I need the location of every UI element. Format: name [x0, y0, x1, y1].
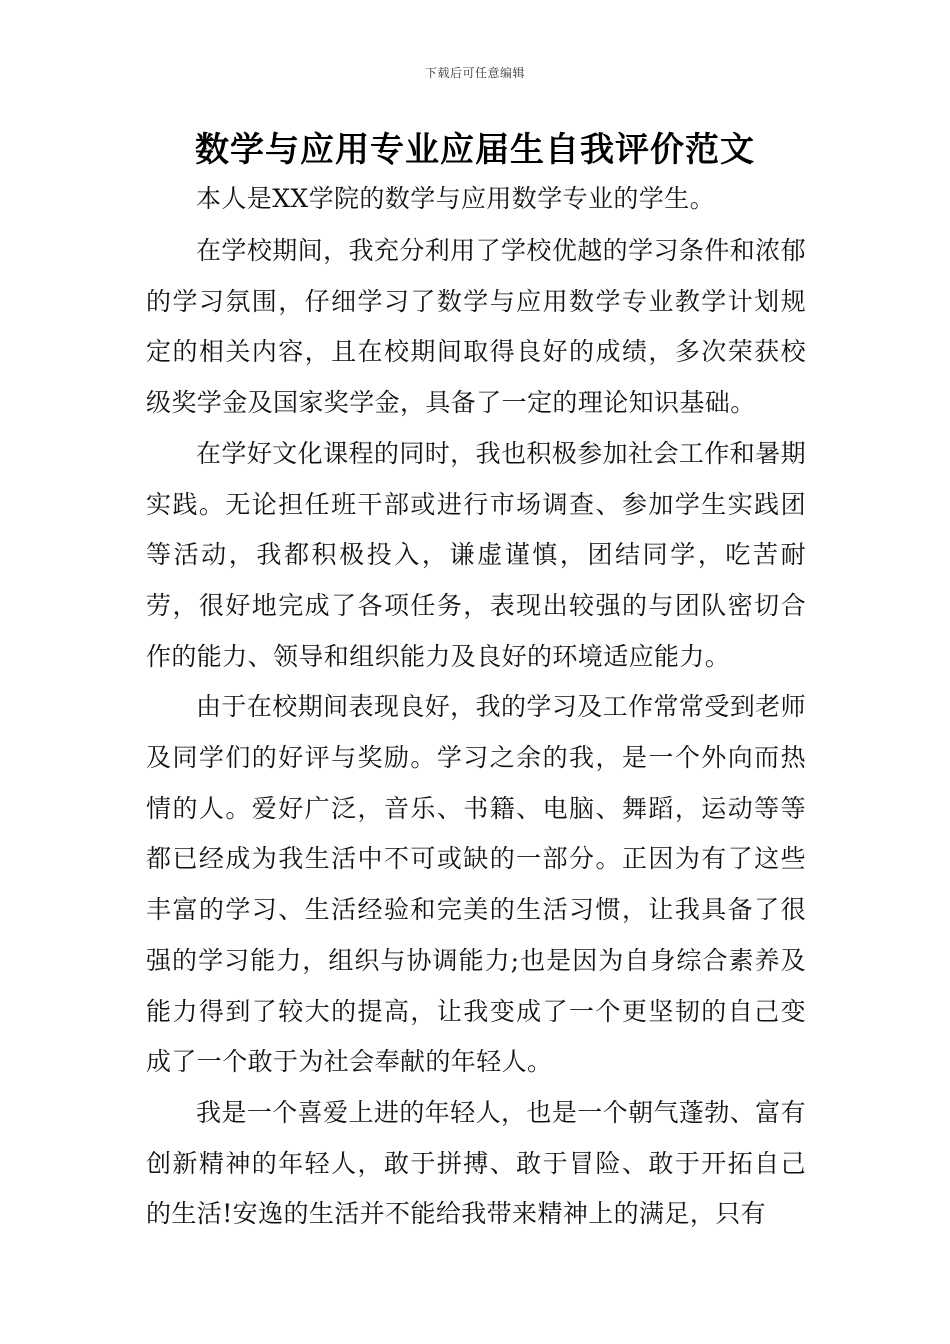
header-note: 下载后可任意编辑 — [424, 66, 525, 80]
paragraph-intro: 本人是XX学院的数学与应用数学专业的学生。 — [196, 184, 715, 213]
document-body — [146, 176, 806, 1240]
page-title: 数学与应用专业应届生自我评价范文 — [195, 130, 755, 170]
paragraph-ambition: 我是一个喜爱上进的年轻人，也是一个朝气蓬勃、富有创新精神的年轻人，敢于拼搏、敢于冒险、敢于开拓自己的生活!安逸的生活并不能给我带来精神上的满足，只有 — [146, 1097, 806, 1229]
paragraph-practice: 在学好文化课程的同时，我也积极参加社会工作和暑期实践。无论担任班干部或进行市场调查、参加学生实践团等活动，我都积极投入，谦虚谨慎，团结同学，吃苦耐劳，很好地完成了各项任务，表现出较强的与团队密切合作的能力、领导和组织能力及良好的环境适应能力。 — [146, 438, 806, 671]
paragraph-personality: 由于在校期间表现良好，我的学习及工作常常受到老师及同学们的好评与奖励。学习之余的我，是一个外向而热情的人。爱好广泛，音乐、书籍、电脑、舞蹈，运动等等都已经成为我生活中不可或缺的一部分。正因为有了这些丰富的学习、生活经验和完美的生活习惯，让我具备了很强的学习能力，组织与协调能力;也是因为自身综合素养及能力得到了较大的提高，让我变成了一个更坚韧的自己变成了一个敢于为社会奉献的年轻人。 — [146, 692, 806, 1077]
paragraph-study: 在学校期间，我充分利用了学校优越的学习条件和浓郁的学习氛围，仔细学习了数学与应用数学专业教学计划规定的相关内容，且在校期间取得良好的成绩，多次荣获校级奖学金及国家奖学金，具备了一定的理论知识基础。 — [146, 236, 806, 418]
